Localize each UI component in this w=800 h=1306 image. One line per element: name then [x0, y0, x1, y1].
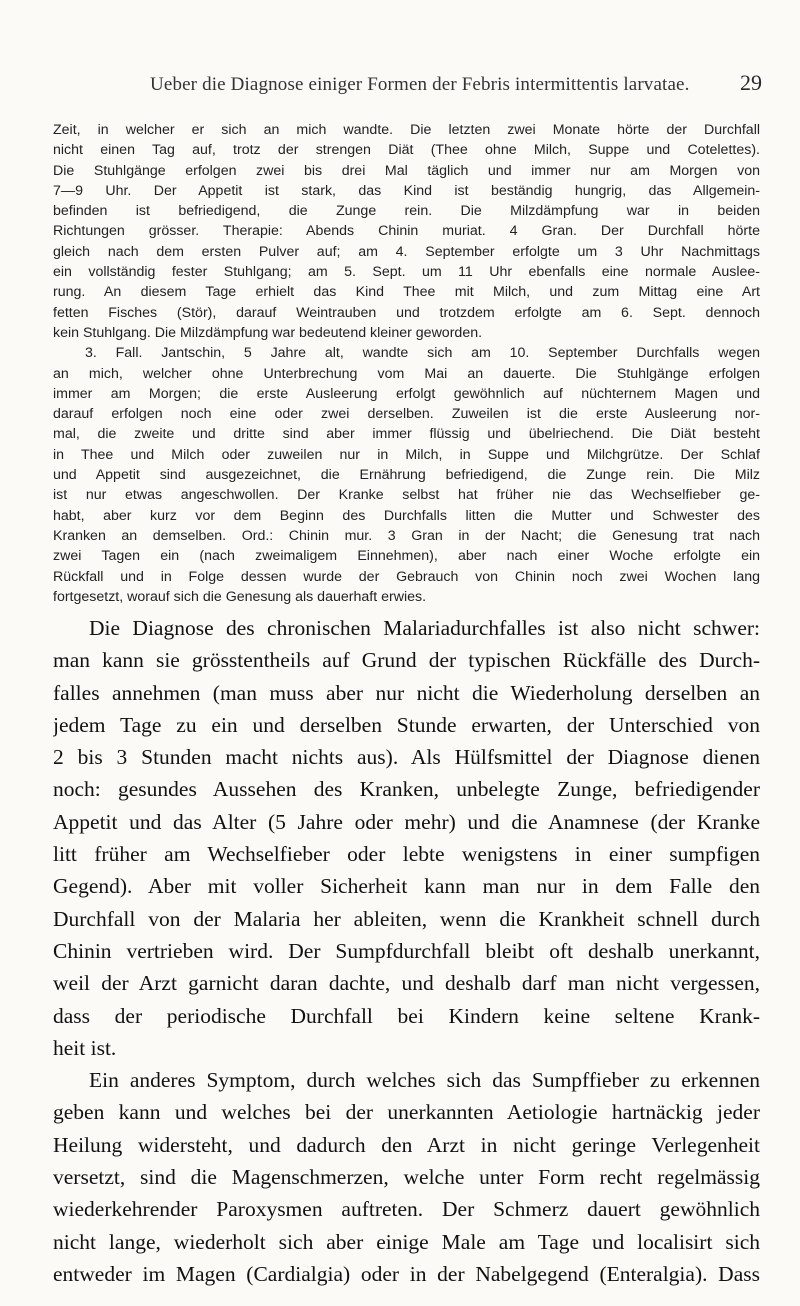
small-text-line: befinden ist befriedigend, die Zunge rein. Die Milzdämpfung war in beiden — [53, 203, 760, 220]
body-text-line: 2 bis 3 Stunden macht nichts aus). Als Hülfsmittel der Diagnose dienen — [53, 745, 760, 770]
case-report-small-print — [53, 120, 760, 607]
body-text-line: Heilung widersteht, und dadurch den Arzt in nicht geringe Verlegenheit — [53, 1132, 760, 1157]
small-text-line: an mich, welcher ohne Unterbrechung vom Mai an dauerte. Die Stuhlgänge erfolgen — [53, 365, 760, 382]
small-text-line: kein Stuhlgang. Die Milzdämpfung war bedeutend kleiner geworden. — [53, 324, 483, 341]
body-text-line: wiederkehrender Paroxysmen auftreten. Der Schmerz dauert gewöhnlich — [53, 1197, 760, 1222]
body-text-line: Durchfall von der Malaria her ableiten, wenn die Krankheit schnell durch — [53, 906, 760, 931]
body-text-line: jedem Tage zu ein und derselben Stunde erwarten, der Unterschied von — [53, 712, 760, 737]
small-text-line: Richtungen grösser. Therapie: Abends Chinin muriat. 4 Gran. Der Durchfall hörte — [53, 223, 760, 240]
body-text-line: Gegend). Aber mit voller Sicherheit kann man nur in dem Falle den — [53, 874, 760, 899]
body-text-line: Die Diagnose des chronischen Malariadurchfalles ist also nicht schwer: — [89, 616, 760, 640]
small-text-line: und Appetit sind ausgezeichnet, die Ernährung befriedigend, die Zunge rein. Die Milz — [53, 467, 760, 484]
small-text-line: gleich nach dem ersten Pulver auf; am 4. September erfolgte um 3 Uhr Nachmittags — [53, 243, 760, 260]
body-text-line: man kann sie grösstentheils auf Grund der typischen Rückfälle des Durch- — [53, 648, 760, 673]
small-text-line: 3. Fall. Jantschin, 5 Jahre alt, wandte sich am 10. September Durchfalls wegen — [85, 345, 760, 362]
body-text-line: Ein anderes Symptom, durch welches sich das Sumpffieber zu erkennen — [89, 1068, 760, 1093]
body-text-line: Chinin vertrieben wird. Der Sumpfdurchfall bleibt oft deshalb unerkannt, — [53, 938, 760, 963]
small-text-line: Kranken an demselben. Ord.: Chinin mur. 3 Gran in der Nacht; die Genesung trat nach — [53, 527, 760, 544]
body-text-line: heit ist. — [53, 1035, 117, 1060]
body-text-line: Appetit und das Alter (5 Jahre oder mehr) und die Anamnese (der Kranke — [53, 809, 760, 834]
body-text-line: falles annehmen (man muss aber nur nicht die Wiederholung derselben an — [53, 680, 760, 705]
small-text-line: fetten Fisches (Stör), darauf Weintrauben und trotzdem erfolgte am 6. Sept. dennoch — [53, 304, 760, 321]
small-text-line: fortgesetzt, worauf sich die Genesung als dauerhaft erwies. — [53, 588, 427, 605]
small-text-line: habt, aber kurz vor dem Beginn des Durchfalls litten die Mutter und Schwester des — [53, 507, 760, 524]
body-text-line: weil der Arzt garnicht daran dachte, und deshalb darf man nicht vergessen, — [53, 971, 760, 996]
body-text-line: noch: gesundes Aussehen des Kranken, unbelegte Zunge, befriedigender — [53, 777, 760, 802]
small-text-line: ist nur etwas angeschwollen. Der Kranke selbst hat früher nie das Wechselfieber ge- — [53, 487, 760, 504]
small-text-line: darauf erfolgen noch eine oder zwei derselben. Zuweilen ist die erste Ausleerung nor- — [53, 406, 760, 423]
small-text-line: Die Stuhlgänge erfolgen zwei bis drei Mal täglich und immer nur am Morgen von — [53, 162, 760, 179]
body-text-line: nicht lange, wiederholt sich aber einige Male am Tage und localisirt sich — [53, 1229, 760, 1254]
small-text-line: ein vollständig fester Stuhlgang; am 5. Sept. um 11 Uhr ebenfalls eine normale Auslee- — [53, 264, 760, 281]
running-title: Ueber die Diagnose einiger Formen der Febris intermittentis larvatae. — [150, 74, 690, 95]
small-text-line: rung. An diesem Tage erhielt das Kind Thee mit Milch, und zum Mittag eine Art — [53, 284, 760, 301]
main-body-text — [53, 612, 760, 1290]
page-number: 29 — [740, 70, 762, 95]
small-text-line: mal, die zweite und dritte sind aber immer flüssig und übelriechend. Die Diät besteht — [53, 426, 760, 443]
running-header — [72, 70, 762, 100]
small-text-line: in Thee und Milch oder zuweilen nur in Milch, in Suppe und Milchgrütze. Der Schlaf — [53, 446, 760, 463]
small-text-line: nicht einen Tag auf, trotz der strengen Diät (Thee ohne Milch, Suppe und Cotelettes). — [53, 142, 760, 159]
body-text-line: versetzt, sind die Magenschmerzen, welche unter Form recht regelmässig — [53, 1165, 760, 1190]
small-text-line: immer am Morgen; die erste Ausleerung erfolgt gewöhnlich auf nüchternem Magen und — [53, 385, 760, 402]
body-text-line: entweder im Magen (Cardialgia) oder in der Nabelgegend (Enteralgia). Dass — [53, 1261, 760, 1286]
small-text-line: Zeit, in welcher er sich an mich wandte. Die letzten zwei Monate hörte der Durchfall — [53, 122, 760, 138]
body-text-line: geben kann und welches bei der unerkannten Aetiologie hartnäckig jeder — [53, 1100, 760, 1125]
body-text-line: litt früher am Wechselfieber oder lebte wenigstens in einer sumpfigen — [53, 842, 760, 867]
body-text-line: dass der periodische Durchfall bei Kindern keine seltene Krank- — [53, 1003, 760, 1028]
small-text-line: zwei Tagen ein (nach zweimaligem Einnehmen), aber nach einer Woche erfolgte ein — [53, 548, 760, 565]
small-text-line: 7—9 Uhr. Der Appetit ist stark, das Kind ist beständig hungrig, das Allgemein- — [53, 182, 760, 199]
small-text-line: Rückfall und in Folge dessen wurde der Gebrauch von Chinin noch zwei Wochen lang — [53, 568, 760, 585]
